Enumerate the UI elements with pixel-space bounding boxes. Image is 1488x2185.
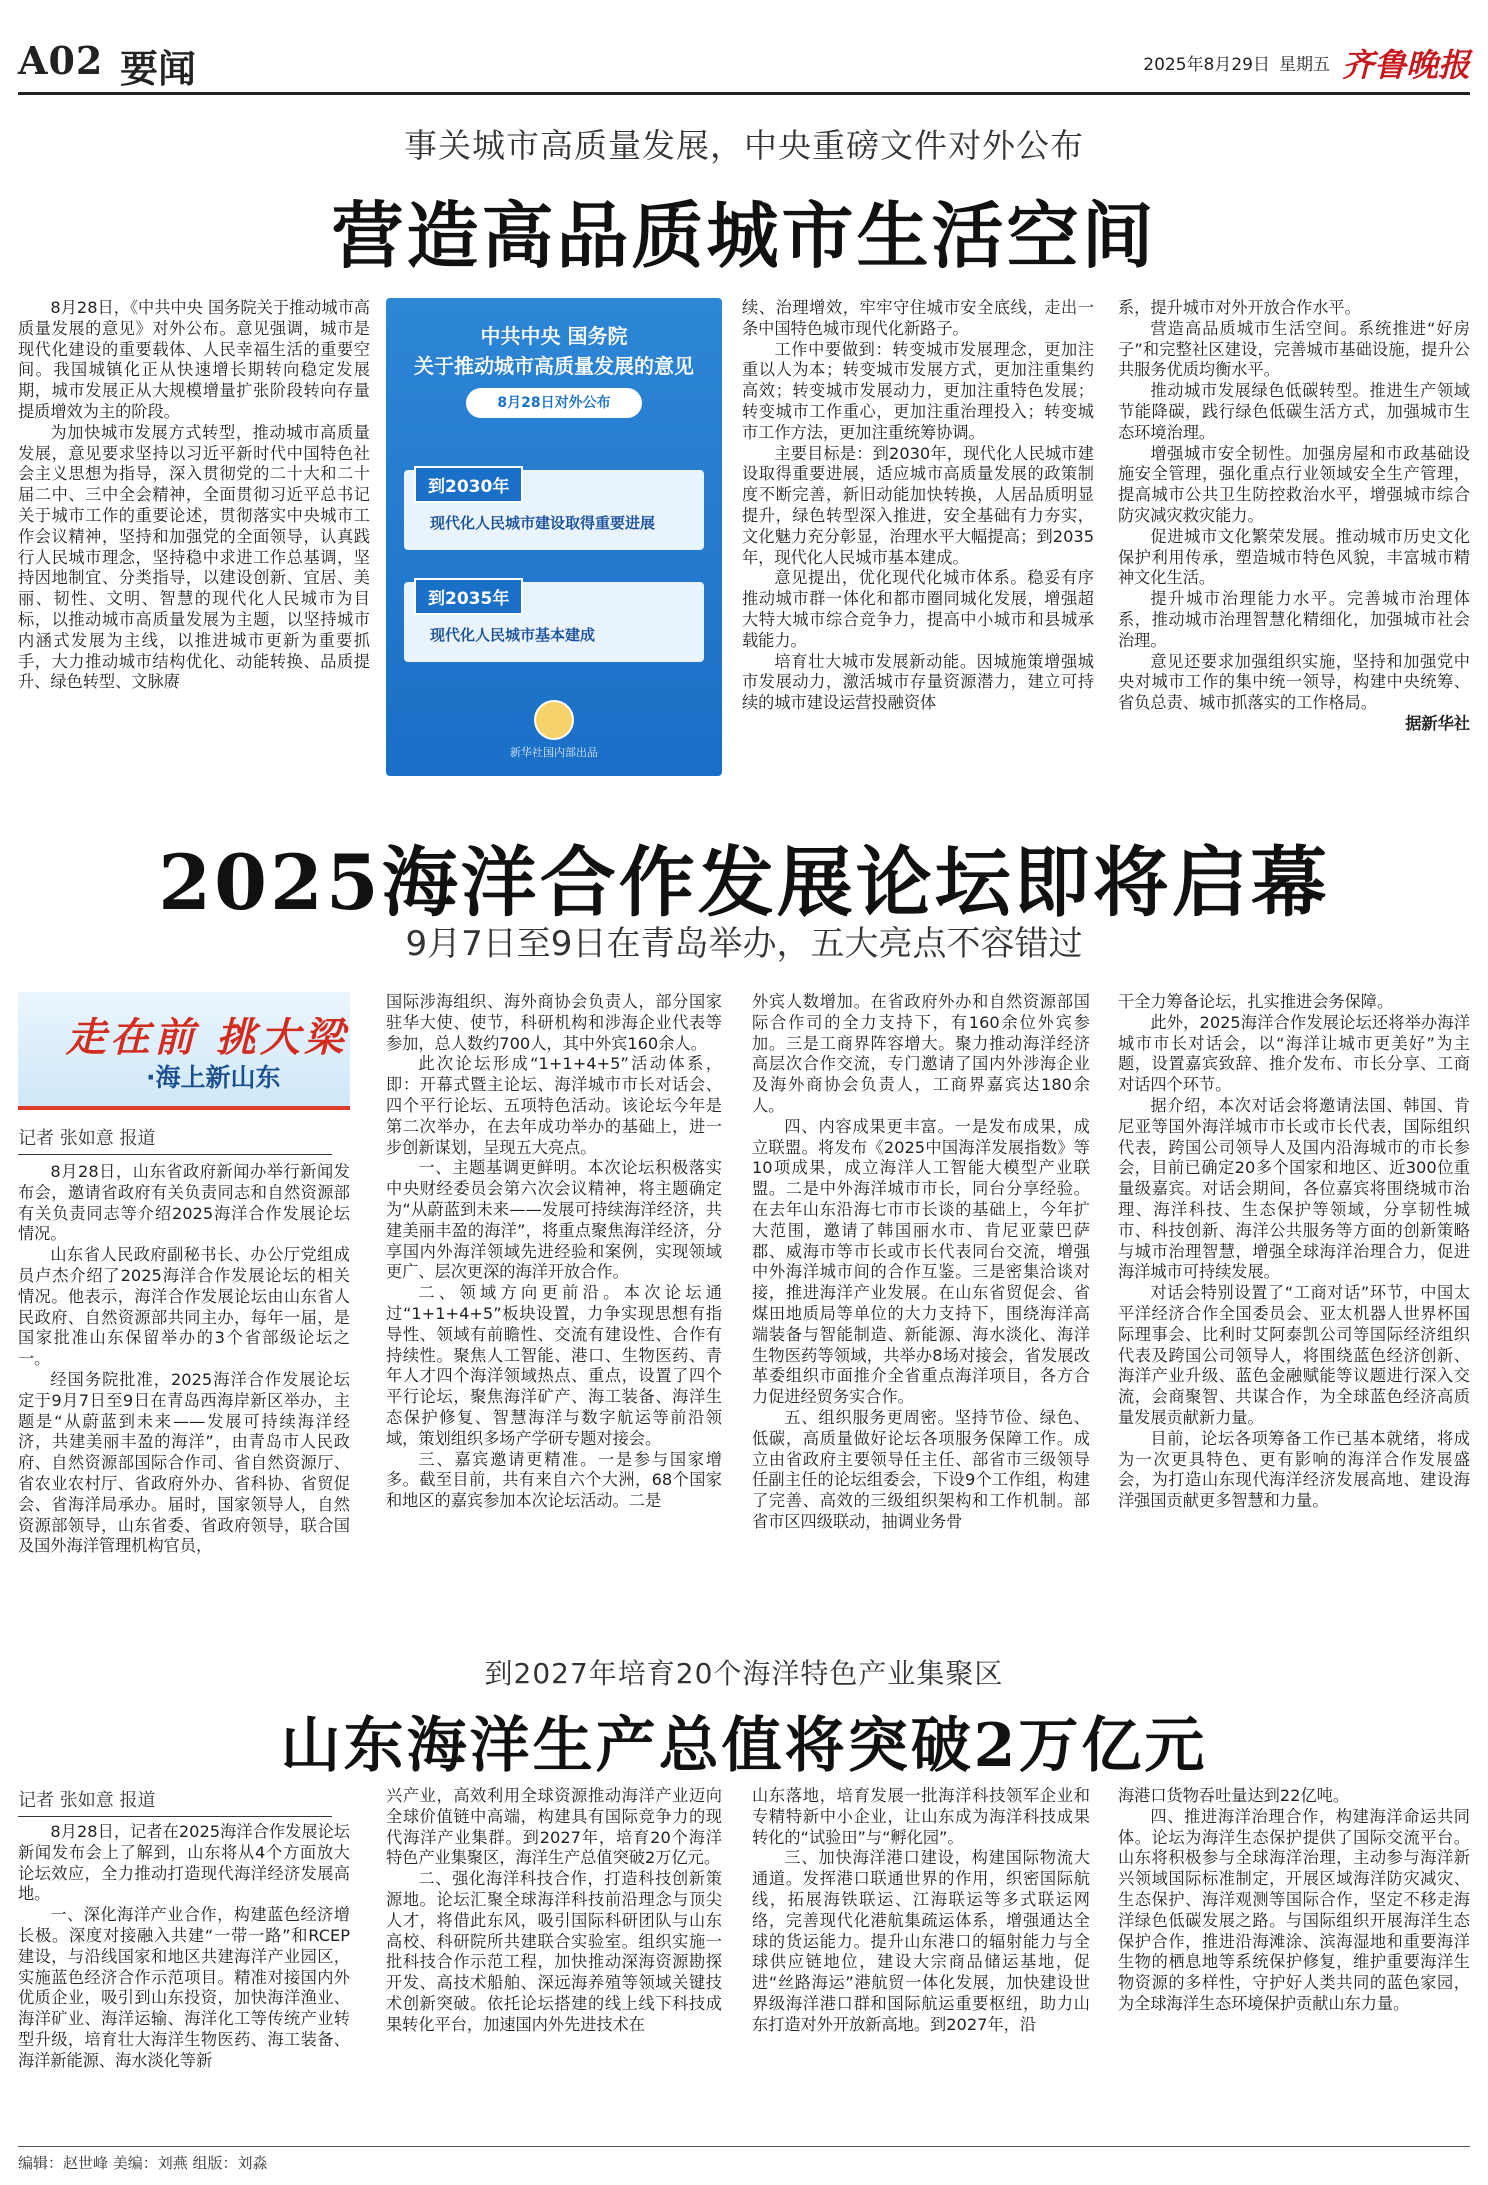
paragraph: 培育壮大城市发展新动能。因城施策增强城市发展动力，激活城市存量资源潜力，建立可持续的城市建设运营投融资体 [742, 651, 1094, 713]
column-banner [18, 992, 350, 1110]
section-name: 要闻 [120, 46, 197, 91]
article1-column-3 [742, 298, 1094, 778]
paragraph: 8月28日，《中共中央 国务院关于推动城市高质量发展的意见》对外公布。意见强调，城市是现代化建设的重要载体、人民幸福生活的重要空间。我国城镇化正从快速增长期转向稳定发展期，城市发展正从大规模增量扩张阶段转向存量提质增效为主的阶段。 [18, 298, 370, 421]
paragraph: 营造高品质城市生活空间。系统推进“好房子”和完整社区建设，完善城市基础设施，提升公共服务优质均衡水平。 [1118, 318, 1470, 380]
article2-subhead: 9月7日至9日在青岛举办，五大亮点不容错过 [405, 924, 1083, 964]
article3-column-4 [1118, 1786, 1470, 2138]
banner-subtitle: ·海上新山东 [146, 1063, 281, 1092]
paragraph: 四、推进海洋治理合作，构建海洋命运共同体。论坛为海洋生态保护提供了国际交流平台。山东将积极参与全球海洋治理，主动参与海洋新兴领域国际标准制定，开展区域海洋防灾减灾、生态保护、海洋观测等国际合作，坚定不移走海洋绿色低碳发展之路。与国际组织开展海洋生态保护合作，推进沿海滩涂、滨海湿地和重要海洋生物的栖息地等系统保护修复，维护重要海洋生物资源的多样性，守护好人类共同的蓝色家园，为全球海洋生态环境保护贡献山东力量。 [1118, 1806, 1470, 2013]
infographic-card-2030 [404, 470, 704, 550]
article1-kicker: 事关城市高质量发展，中央重磅文件对外公布 [404, 126, 1084, 165]
paragraph: 系，提升城市对外开放合作水平。 [1118, 298, 1361, 317]
paragraph: 三、加快海洋港口建设，构建国际物流大通道。发挥港口联通世界的作用，织密国际航线，拓展海铁联运、江海联运等多式联运网络，完善现代化港航集疏运体系，增强通达全球的货运能力。提升山东港口的辐射能力与全球供应链地位，建设大宗商品储运基地，促进“丝路海运”港航贸一体化发展，加快建设世界级海洋港口群和国际航运重要枢纽，助力山东打造对外开放新高地。到2027年，沿 [752, 1848, 1090, 2034]
card-text: 现代化人民城市基本建成 [430, 626, 596, 644]
page-number: A02 [18, 38, 104, 83]
article2-column-1 [18, 1162, 350, 1610]
article2-column-2 [386, 992, 722, 1610]
paragraph: 据介绍，本次对话会将邀请法国、韩国、肯尼亚等国外海洋城市市长或市长代表，国际组织代表，跨国公司领导人及国内沿海城市的市长参会，目前已确定20多个国家和地区、近300位重量级嘉宾。对话会期间，各位嘉宾将围绕城市治理、海洋科技、生态保护等领域，分享韧性城市、科技创新、海洋公共服务等方面的创新策略与城市治理智慧，增强全球海洋治理合力，促进海洋城市可持续发展。 [1118, 1095, 1470, 1282]
paragraph: 四、内容成果更丰富。一是发布成果，成立联盟。将发布《2025中国海洋发展指数》等10项成果，成立海洋人工智能大模型产业联盟。二是中外海洋城市市长，同台分享经验。在去年山东沿海七市市长谈的基础上，今年扩大范围，邀请了韩国丽水市、肯尼亚蒙巴萨郡、威海市等市长或市长代表同台交流，增强中外海洋城市间的合作互鉴。三是密集洽谈对接，推进海洋产业发展。在山东省贸促会、省煤田地质局等单位的大力支持下，围绕海洋高端装备与智能制造、新能源、海水淡化、海洋生物医药等领域，共举办8场对接会，省发展改革委组织市面推介全省重点海洋项目，各方合力促进经贸务实合作。 [752, 1116, 1090, 1407]
paragraph: 目前，论坛各项筹备工作已基本就绪，将成为一次更具特色、更有影响的海洋合作发展盛会，为打造山东现代海洋经济发展高地、建设海洋强国贡献更多智慧和力量。 [1118, 1428, 1470, 1511]
paragraph: 五、组织服务更周密。坚持节俭、绿色、低碳，高质量做好论坛各项服务保障工作。成立由省政府主要领导任主任、部省市三级领导任副主任的论坛组委会，下设9个工作组，构建了完善、高效的三级组织架构和工作机制。部省市区四级联动，抽调业务骨 [752, 1407, 1090, 1531]
article1-column-4 [1118, 298, 1470, 778]
paragraph: 意见提出，优化现代化城市体系。稳妥有序推动城市群一体化和都市圈同城化发展，增强超大特大城市综合竞争力，提高中小城市和县城承载能力。 [742, 568, 1094, 650]
paragraph: 此次论坛形成“1+1+4+5”活动体系，即：开幕式暨主论坛、海洋城市市长对话会、四个平行论坛、五项特色活动。该论坛今年是第二次举办，在去年成功举办的基础上，进一步创新谋划，呈现五大亮点。 [386, 1054, 722, 1157]
paragraph: 8月28日，记者在2025海洋合作发展论坛新闻发布会上了解到，山东将从4个方面放大论坛效应，全力推动打造现代海洋经济发展高地。 [18, 1822, 350, 1904]
paragraph: 国际涉海组织、海外商协会负责人，部分国家驻华大使、使节，科研机构和涉海企业代表等参加，总人数约700人，其中外宾160余人。 [386, 992, 722, 1053]
article3-kicker: 到2027年培育20个海洋特色产业集聚区 [484, 1657, 1004, 1690]
infographic-card-2035 [404, 582, 704, 662]
card-year-tag: 到2030年 [414, 466, 523, 503]
editorial-credits: 编辑：赵世峰 美编：刘燕 组版：刘淼 [18, 2154, 268, 2172]
article3-headline: 山东海洋生产总值将突破2万亿元 [280, 1711, 1208, 1781]
article2-byline: 记者 张如意 报道 [18, 1124, 332, 1155]
banner-title: 走在前 挑大梁 [66, 1014, 348, 1061]
article1-column-1 [18, 298, 370, 778]
article2-column-3 [752, 992, 1090, 1610]
paragraph: 兴产业，高效利用全球资源推动海洋产业迈向全球价值链中高端，构建具有国际竞争力的现代海洋产业集群。到2027年，培育20个海洋特色产业集聚区，海洋生产总值突破2万亿元。 [386, 1786, 722, 1868]
emblem-icon [534, 700, 574, 740]
paragraph: 干全力筹备论坛，扎实推进会务保障。 [1118, 992, 1394, 1011]
paragraph: 二、领域方向更前沿。本次论坛通过“1+1+4+5”板块设置，力争实现思想有指导性、领域有前瞻性、交流有建设性、合作有持续性。聚焦人工智能、港口、生物医药、青年人才四个海洋领域热点、重点，设置了四个平行论坛，聚焦海洋矿产、海工装备、海洋生态保护修复、智慧海洋与数字航运等前沿领域，策划组织多场产学研专题对接会。 [386, 1283, 722, 1448]
paper-logo: 齐鲁晚报 [1341, 46, 1470, 84]
paragraph: 一、深化海洋产业合作，构建蓝色经济增长极。深度对接融入共建“一带一路”和RCEP建设，与沿线国家和地区共建海洋产业园区，实施蓝色经济合作示范项目。精准对接国内外优质企业，吸引到山东投资，加快海洋渔业、海洋矿业、海洋运输、海洋化工等传统产业转型升级，培育壮大海洋生物医药、海工装备、海洋新能源、海水淡化等新 [18, 1905, 350, 2070]
paragraph: 海港口货物吞吐量达到22亿吨。 [1118, 1786, 1350, 1805]
paragraph: 山东落地，培育发展一批海洋科技领军企业和专精特新中小企业，让山东成为海洋科技成果转化的“试验田”与“孵化园”。 [752, 1786, 1090, 1847]
paragraph: 续、治理增效，牢牢守住城市安全底线，走出一条中国特色城市现代化新路子。 [742, 298, 1094, 338]
article3-column-2 [386, 1786, 722, 2138]
infographic-date-pill: 8月28日对外公布 [466, 388, 642, 418]
paragraph: 外宾人数增加。在省政府外办和自然资源部国际合作司的全力支持下，有160余位外宾参加。三是工商界阵容增大。聚力推动海洋经济高层次合作交流，专门邀请了国内外涉海企业及海外商协会负责人，工商界嘉宾达180余人。 [752, 992, 1090, 1115]
paragraph: 意见还要求加强组织实施，坚持和加强党中央对城市工作的集中统一领导，构建中央统筹、省负总责、城市抓落实的工作格局。 [1118, 651, 1470, 713]
infographic-source: 新华社国内部出品 [510, 746, 598, 759]
paragraph: 二、强化海洋科技合作，打造科技创新策源地。论坛汇聚全球海洋科技前沿理念与顶尖人才，将借此东风，吸引国际科研团队与山东高校、科研院所共建联合实验室。组织实施一批科技合作示范工程，加快推动深海资源勘探开发、高技术船舶、深远海养殖等领域关键技术创新突破。依托论坛搭建的线上线下科技成果转化平台，加速国内外先进技术在 [386, 1869, 722, 2034]
paragraph: 提升城市治理能力水平。完善城市治理体系，推动城市治理智慧化精细化，加强城市社会治理。 [1118, 589, 1470, 650]
article2-headline: 2025海洋合作发展论坛即将启幕 [158, 838, 1330, 927]
infographic-title-line2: 关于推动城市高质量发展的意见 [414, 354, 694, 378]
masthead [18, 30, 1470, 95]
article3-column-1 [18, 1822, 350, 2138]
footer-divider [18, 2146, 1470, 2147]
article1-headline: 营造高品质城市生活空间 [331, 193, 1157, 278]
card-text: 现代化人民城市建设取得重要进展 [430, 514, 656, 532]
paragraph: 此外，2025海洋合作发展论坛还将举办海洋城市市长对话会，以“海洋让城市更美好”为主题，设置嘉宾致辞、推介发布、市长分享、工商对话四个环节。 [1118, 1012, 1470, 1095]
paragraph: 促进城市文化繁荣发展。推动城市历史文化保护利用传承，塑造城市特色风貌，丰富城市精神文化生活。 [1118, 526, 1470, 588]
infographic-title-line1: 中共中央 国务院 [480, 324, 628, 348]
issue-weekday: 星期五 [1279, 55, 1330, 75]
paragraph: 山东省人民政府副秘书长、办公厅党组成员卢杰介绍了2025海洋合作发展论坛的相关情况。他表示，海洋合作发展论坛由山东省人民政府、自然资源部共同主办，每年一届，是国家批准山东保留举办的3个省部级论坛之一。 [18, 1245, 350, 1369]
article3-column-3 [752, 1786, 1090, 2138]
paragraph: 主要目标是：到2030年，现代化人民城市建设取得重要进展，适应城市高质量发展的政策制度不断完善，新旧动能加快转换，人居品质明显提升，绿色转型深入推进，安全基础有力夯实，文化魅力充分彰显，治理水平大幅提高；到2035年，现代化人民城市基本建成。 [742, 443, 1094, 567]
paragraph: 为加快城市发展方式转型，推动城市高质量发展，意见要求坚持以习近平新时代中国特色社会主义思想为指导，深入贯彻党的二十大和二十届二中、三中全会精神，全面贯彻习近平总书记关于城市工作的重要论述，贯彻落实中央城市工作会议精神，坚持和加强党的全面领导，认真践行人民城市理念，坚持稳中求进工作总基调，坚持因地制宜、分类指导，以建设创新、宜居、美丽、韧性、文明、智慧的现代化人民城市为目标，以推动城市高质量发展为主题，以坚持城市内涵式发展为主线，以推进城市更新为重要抓手，大力推动城市结构优化、动能转换、品质提升、绿色转型、文脉赓 [18, 422, 370, 692]
paragraph: 三、嘉宾邀请更精准。一是参与国家增多。截至目前，共有来自六个大洲，68个国家和地区的嘉宾参加本次论坛活动。二是 [386, 1449, 722, 1511]
paragraph: 一、主题基调更鲜明。本次论坛积极落实中央财经委员会第六次会议精神，将主题确定为“从蔚蓝到未来——发展可持续海洋经济，共建美丽丰盈的海洋”，将重点聚焦海洋经济，分享国内外海洋领域先进经验和案例，实现领域更广、层次更深的海洋开放合作。 [386, 1158, 722, 1282]
paragraph: 对话会特别设置了“工商对话”环节，中国太平洋经济合作全国委员会、亚太机器人世界杯国际理事会、比利时艾阿泰凯公司等国际经济组织代表及跨国公司领导人，将围绕蓝色经济创新、海洋产业升级、蓝色金融赋能等议题进行深入交流，会商聚智、共谋合作，为全球蓝色经济高质量发展贡献新力量。 [1118, 1283, 1470, 1427]
paragraph: 工作中要做到：转变城市发展理念，更加注重以人为本；转变城市发展方式，更加注重集约高效；转变城市发展动力，更加注重特色发展；转变城市工作重心，更加注重治理投入；转变城市工作方法，更加注重统筹协调。 [742, 339, 1094, 442]
paragraph: 增强城市安全韧性。加强房屋和市政基础设施安全管理，强化重点行业领域安全生产管理，提高城市公共卫生防控救治水平，增强城市综合防灾减灾救灾能力。 [1118, 443, 1470, 525]
paragraph: 经国务院批准，2025海洋合作发展论坛定于9月7日至9日在青岛西海岸新区举办，主题是“从蔚蓝到未来——发展可持续海洋经济，共建美丽丰盈的海洋”，由青岛市人民政府、自然资源部国际合作司、省自然资源厅、省农业农村厅、省政府外办、省科协、省贸促会、省海洋局承办。届时，国家领导人，自然资源部领导，山东省委、省政府领导，联合国及国外海洋管理机构官员， [18, 1369, 350, 1556]
issue-date: 2025年8月29日 [1143, 55, 1270, 75]
article2-column-4 [1118, 992, 1470, 1610]
article1-source: 据新华社 [1405, 713, 1470, 733]
paragraph: 8月28日，山东省政府新闻办举行新闻发布会，邀请省政府有关负责同志和自然资源部有关负责同志等介绍2025海洋合作发展论坛情况。 [18, 1162, 350, 1244]
card-year-tag: 到2035年 [414, 578, 523, 615]
policy-infographic [386, 298, 722, 776]
paragraph: 推动城市发展绿色低碳转型。推进生产领域节能降碳，践行绿色低碳生活方式，加强城市生态环境治理。 [1118, 381, 1470, 442]
article3-byline: 记者 张如意 报道 [18, 1786, 332, 1817]
